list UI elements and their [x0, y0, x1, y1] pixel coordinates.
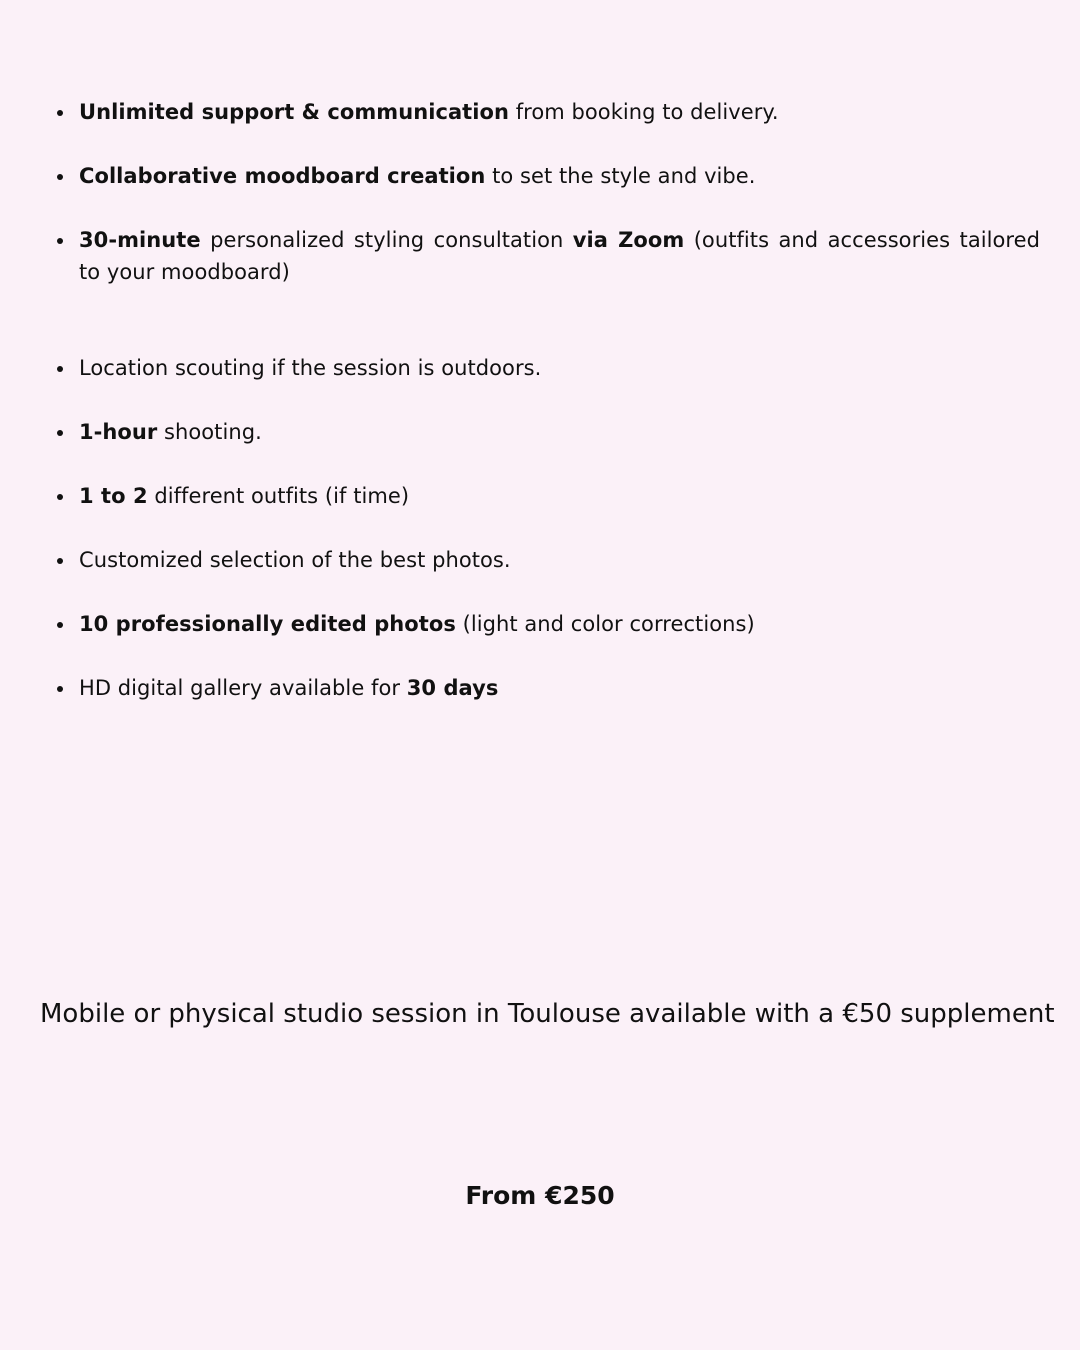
price-label: From €250 — [465, 1181, 615, 1210]
feature-text: from booking to delivery. — [509, 100, 779, 124]
feature-item-moodboard — [40, 160, 1040, 192]
feature-highlight: 30-minute — [79, 228, 201, 252]
feature-text: (light and color corrections) — [455, 612, 755, 636]
feature-highlight: 30 days — [406, 676, 499, 700]
feature-highlight: Unlimited support & communication — [79, 100, 509, 124]
feature-text: shooting. — [157, 420, 262, 444]
feature-highlight: 10 professionally edited photos — [79, 612, 456, 636]
feature-highlight: 1-hour — [79, 420, 158, 444]
feature-highlight: Collaborative moodboard creation — [79, 164, 486, 188]
feature-item-shooting-duration — [40, 416, 1040, 448]
feature-text: (outfits and accessories tailored to your moodboard) — [79, 228, 1040, 284]
feature-item-photo-selection — [40, 544, 1040, 576]
features-list — [40, 96, 1040, 736]
feature-text: HD digital gallery available for — [79, 676, 407, 700]
feature-text: Location scouting if the session is outdoors. — [79, 356, 542, 380]
feature-highlight: via Zoom — [572, 228, 685, 252]
feature-item-unlimited-support — [40, 96, 1040, 128]
feature-item-edited-photos — [40, 608, 1040, 640]
feature-text: different outfits (if time) — [147, 484, 410, 508]
feature-item-outfits — [40, 480, 1040, 512]
feature-item-gallery — [40, 672, 1040, 704]
feature-text: personalized styling consultation — [200, 228, 573, 252]
studio-supplement-note: Mobile or physical studio session in Toulouse available with a €50 supplement — [40, 999, 1055, 1029]
feature-item-styling-consultation — [40, 224, 1040, 288]
feature-highlight: 1 to 2 — [79, 484, 148, 508]
feature-text: Customized selection of the best photos. — [79, 548, 511, 572]
feature-text: to set the style and vibe. — [485, 164, 756, 188]
feature-item-location-scouting — [40, 352, 1040, 384]
